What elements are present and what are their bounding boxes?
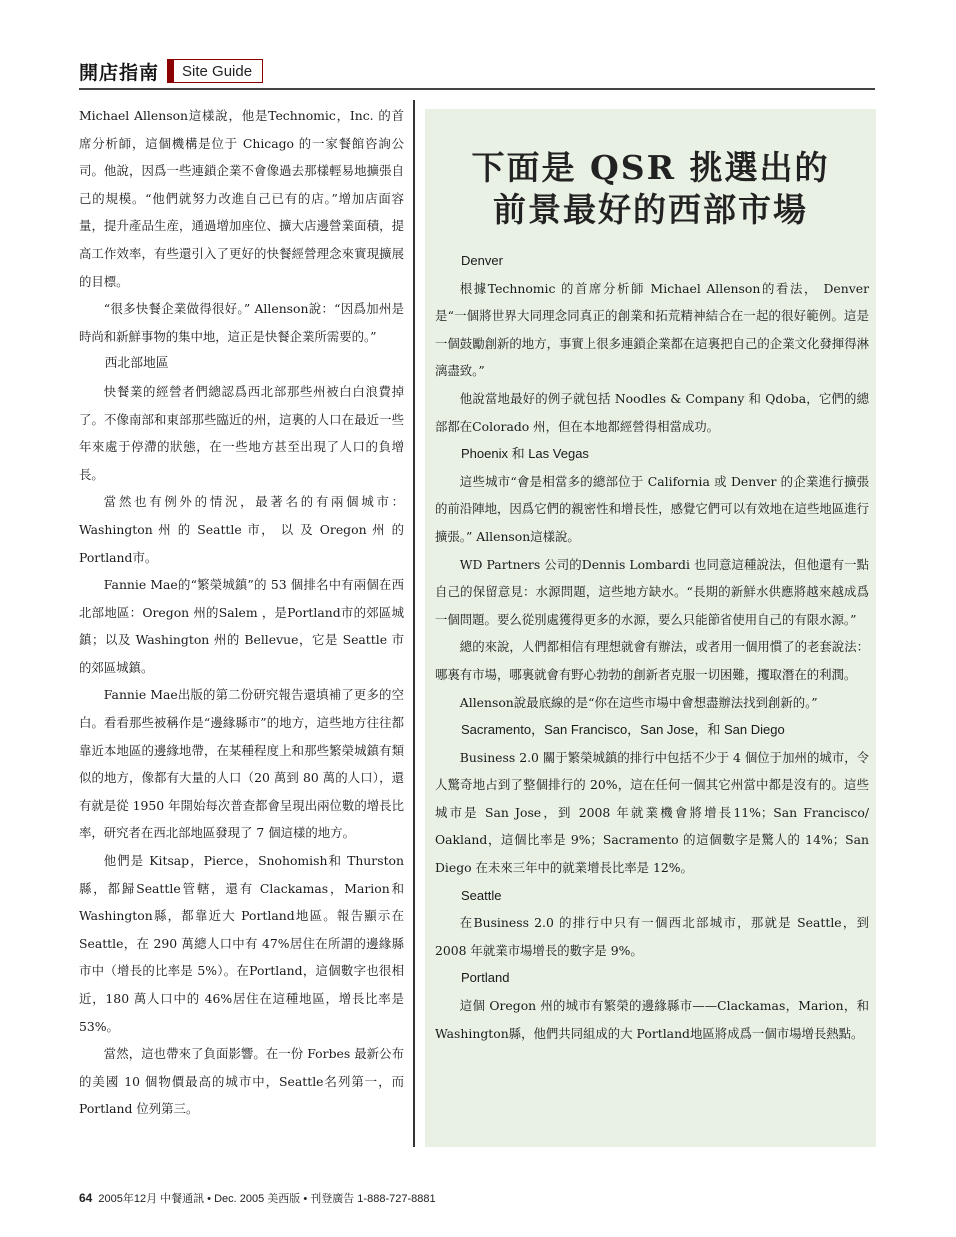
subheading-sacramento: Sacramento，San Francisco，San Jose，和 San Diego <box>461 722 785 738</box>
sidebar-title <box>425 147 876 231</box>
paragraph: Allenson說最底線的是“你在這些市場中會想盡辦法找到創新的。” <box>459 694 818 710</box>
sidebar-box <box>425 109 876 1147</box>
paragraph: WD Partners 公司的Dennis Lombardi 也同意這種說法，但他還有一點自己的保留意見：水源問題，這些地方缺水。“長期的新鮮水供應將越來越成爲一個問題。要么從別處獲得更多的水源，要么只能節省使用自己的有限水源。” <box>435 556 869 627</box>
paragraph: 這個 Oregon 州的城市有繁榮的邊緣縣市——Clackamas，Marion，和 Washington縣，他們共同組成的大 Portland地區將成爲一個市場增長熱點。 <box>435 998 869 1041</box>
paragraph: Business 2.0 關于繁榮城鎮的排行中包括不少于 4 個位于加州的城市，令人驚奇地占到了整個排行的 20%，這在任何一個其它州當中都是沒有的。這些城市是 San Jose，到 2008 年就業機會將增長11%；San Francisco/ Oakland，這個比率是 9%；Sacramento 的這個數字是驚人的 14%；San Diego 在未來三年中的就業增長比率是 12%。 <box>435 749 869 876</box>
sidebar-body <box>435 247 869 1047</box>
paragraph: Michael Allenson這樣說，他是Technomic，Inc. 的首席分析師，這個機構是位于 Chicago 的一家餐館咨詢公司。他說，因爲一些連鎖企業不會像過去那樣輕易地擴張自己的規模。“他們就努力改進自己已有的店。”增加店面容量，提升產品生産，通過增加座位、擴大店邊營業面積，提高工作效率，有些還引入了更好的快餐經營理念來實現擴展的目標。 <box>79 108 404 289</box>
header-rule <box>79 88 875 90</box>
section-label-box <box>167 59 263 83</box>
paragraph: 他說當地最好的例子就包括 Noodles & Company 和 Qdoba，它們的總部都在Colorado 州，但在本地都經營得相當成功。 <box>435 390 869 434</box>
paragraph: 總的來說，人們都相信有理想就會有辦法，或者用一個用慣了的老套說法：哪裏有市場，哪裏就會有野心勃勃的創新者克服一切困難，攫取潛在的利潤。 <box>435 639 869 682</box>
paragraph: “很多快餐企業做得很好。” Allenson說：“因爲加州是時尚和新鮮事物的集中地，這正是快餐企業所需要的。” <box>79 301 404 344</box>
sidebar-title-line: 下面是 QSR 挑選出的 <box>471 148 830 187</box>
subheading-seattle: Seattle <box>461 887 502 903</box>
paragraph: Fannie Mae出版的第二份研究報告還填補了更多的空白。看看那些被稱作是“邊緣縣市”的地方，這些地方往往都靠近本地區的邊緣地帶，在某種程度上和那些繁榮城鎮有類似的地方，像都有大量的人口（20 萬到 80 萬的人口），還有就是從 1950 年開始每次普查都會呈現出兩位數的增長比率，研究者在西北部地區發現了 7 個這樣的地方。 <box>79 687 404 841</box>
paragraph: 在Business 2.0 的排行中只有一個西北部城市，那就是 Seattle，到 2008 年就業市場增長的數字是 9%。 <box>435 915 869 958</box>
paragraph: 他們是 Kitsap，Pierce，Snohomish和 Thurston縣，都歸Seattle管轄，還有 Clackamas，Marion和 Washington縣，都靠近大 Portland地區。報告顯示在 Seattle，在 290 萬總人口中有 47%居住在所謂的邊緣縣市中（增長的比率是 5%）。在Portland，這個數字也很相近，180 萬人口中的 46%居住在這種地區，增長比率是 53%。 <box>79 853 404 1034</box>
subheading: 西北部地區 <box>104 356 169 372</box>
paragraph: 這些城市“會是相當多的總部位于 California 或 Denver 的企業進行擴張的前沿陣地，因爲它們的親密性和增長性，感覺它們可以有效地在這些地區進行擴張。” Allenson這樣說。 <box>435 473 869 544</box>
subheading-portland: Portland <box>461 970 510 986</box>
page-number: 64 <box>79 1191 93 1205</box>
section-label: Site Guide <box>182 62 253 80</box>
subheading-denver: Denver <box>461 253 503 268</box>
paragraph: 根據Technomic 的首席分析師 Michael Allenson的看法， Denver 是“一個將世界大同理念同真正的創業和拓荒精神結合在一起的很好範例。這是一個鼓勵創新的地方，事實上很多連鎖企業都在這裏把自己的企業文化發揮得淋漓盡致。” <box>435 280 869 379</box>
footer-text: 2005年12月 中餐通訊 • Dec. 2005 美西版 • 刊登廣告 1-888-727-8881 <box>98 1193 436 1205</box>
page-footer <box>79 1190 436 1206</box>
paragraph: Fannie Mae的“繁榮城鎮”的 53 個排名中有兩個在西北部地區：Oregon 州的Salem ，是Portland市的郊區城鎮；以及 Washington 州的 Bellevue，它是 Seattle 市的郊區城鎮。 <box>79 577 404 675</box>
column-divider <box>413 100 415 1147</box>
accent-bar <box>168 60 174 82</box>
paragraph: 當然，這也帶來了負面影響。在一份 Forbes 最新公布的美國 10 個物價最高的城市中，Seattle名列第一，而Portland 位列第三。 <box>79 1046 404 1117</box>
subheading-phoenix: Phoenix 和 Las Vegas <box>461 446 589 462</box>
sidebar-title-line: 前景最好的西部市場 <box>493 190 808 229</box>
paragraph: 快餐業的經營者們總認爲西北部那些州被白白浪費掉了。不像南部和東部那些臨近的州，這裏的人口在最近一些年來處于停滯的狀態，在一些地方甚至出現了人口的負增長。 <box>79 383 404 482</box>
left-column <box>79 102 404 1123</box>
page-header <box>79 58 263 84</box>
paragraph: 當然也有例外的情況，最著名的有兩個城市：Washington 州 的 Seattle 市， 以 及 Oregon 州 的 Portland市。 <box>79 494 404 565</box>
section-title: 開店指南 <box>79 61 160 84</box>
